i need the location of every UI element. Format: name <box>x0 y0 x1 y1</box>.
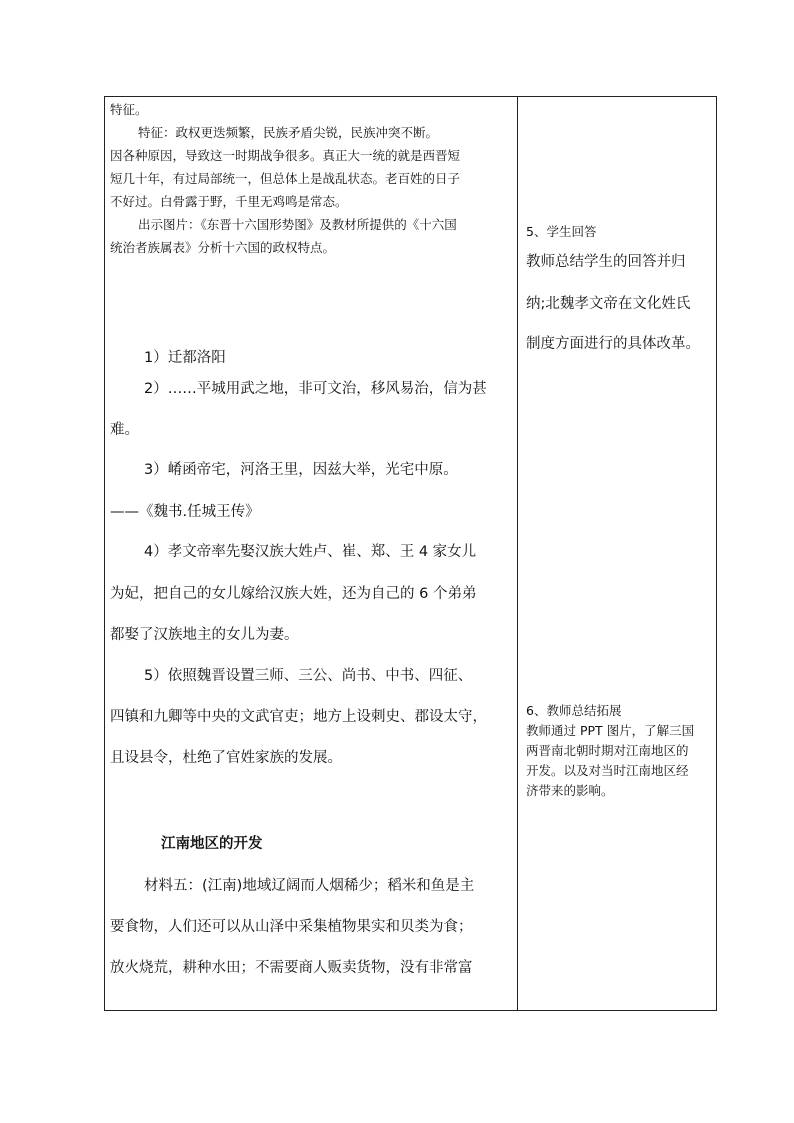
section-heading: 江南地区的开发 <box>161 836 263 852</box>
material-line: 要食物，人们还可以从山泽中采集植物果实和贝类为食； <box>110 919 473 935</box>
step6-line: 济带来的影响。 <box>526 783 614 798</box>
intro-line: 短几十年，有过局部统一，但总体上是战乱状态。老百姓的日子 <box>110 171 461 186</box>
step5-title: 5、学生回答 <box>526 224 597 239</box>
reform-line: 四镇和九卿等中央的文武官吏；地方上设刺史、郡设太守， <box>110 709 487 725</box>
intro-line: 统治者族属表》分析十六国的政权特点。 <box>110 240 336 255</box>
activity-cell <box>518 97 716 1010</box>
reform-line: 都娶了汉族地主的女儿为妻。 <box>110 627 299 643</box>
material-line: 放火烧荒，耕种水田；不需要商人贩卖货物，没有非常富 <box>110 960 473 976</box>
intro-line: 特征。 <box>110 102 148 117</box>
reform-line: 为妃，把自己的女儿嫁给汉族大姓，还为自己的 6 个弟弟 <box>110 586 477 602</box>
teaching-content-cell <box>105 97 517 1010</box>
step5-line: 制度方面进行的具体改革。 <box>526 336 700 352</box>
reform-line: 3）崤函帝宅，河洛王里，因兹大举，光宅中原。 <box>144 462 458 478</box>
reform-line: 5）依照魏晋设置三师、三公、尚书、中书、四征、 <box>144 668 473 684</box>
step6-line: 教师通过 PPT 图片，了解三国 <box>526 723 695 738</box>
reform-line: 1）迁都洛阳 <box>144 350 226 366</box>
intro-line: 特征：政权更迭频繁，民族矛盾尖锐，民族冲突不断。 <box>138 125 439 140</box>
intro-line: 因各种原因，导致这一时期战争很多。真正大一统的就是西晋短 <box>110 148 461 163</box>
step5-line: 教师总结学生的回答并归 <box>526 254 686 270</box>
lesson-plan-table <box>104 96 717 1011</box>
reform-line: 2）……平城用武之地，非可文治，移风易治，信为甚 <box>144 381 487 397</box>
step6-line: 两晋南北朝时期对江南地区的 <box>526 743 689 758</box>
step5-line: 纳;北魏孝文帝在文化姓氏 <box>526 296 691 312</box>
reform-line: 难。 <box>110 422 139 438</box>
intro-line: 不好过。白骨露于野，千里无鸡鸣是常态。 <box>110 194 348 209</box>
material-line: 材料五：(江南)地域辽阔而人烟稀少；稻米和鱼是主 <box>144 878 475 894</box>
step6-line: 开发。以及对当时江南地区经 <box>526 763 689 778</box>
reform-line: 4）孝文帝率先娶汉族大姓卢、崔、郑、王 4 家女儿 <box>144 544 477 560</box>
source-citation: ——《魏书.任城王传》 <box>110 504 260 520</box>
intro-line: 出示图片：《东晋十六国形势图》及教材所提供的《十六国 <box>138 217 457 232</box>
step6-title: 6、教师总结拓展 <box>526 703 622 718</box>
reform-line: 且设县令，杜绝了官姓家族的发展。 <box>110 750 342 766</box>
